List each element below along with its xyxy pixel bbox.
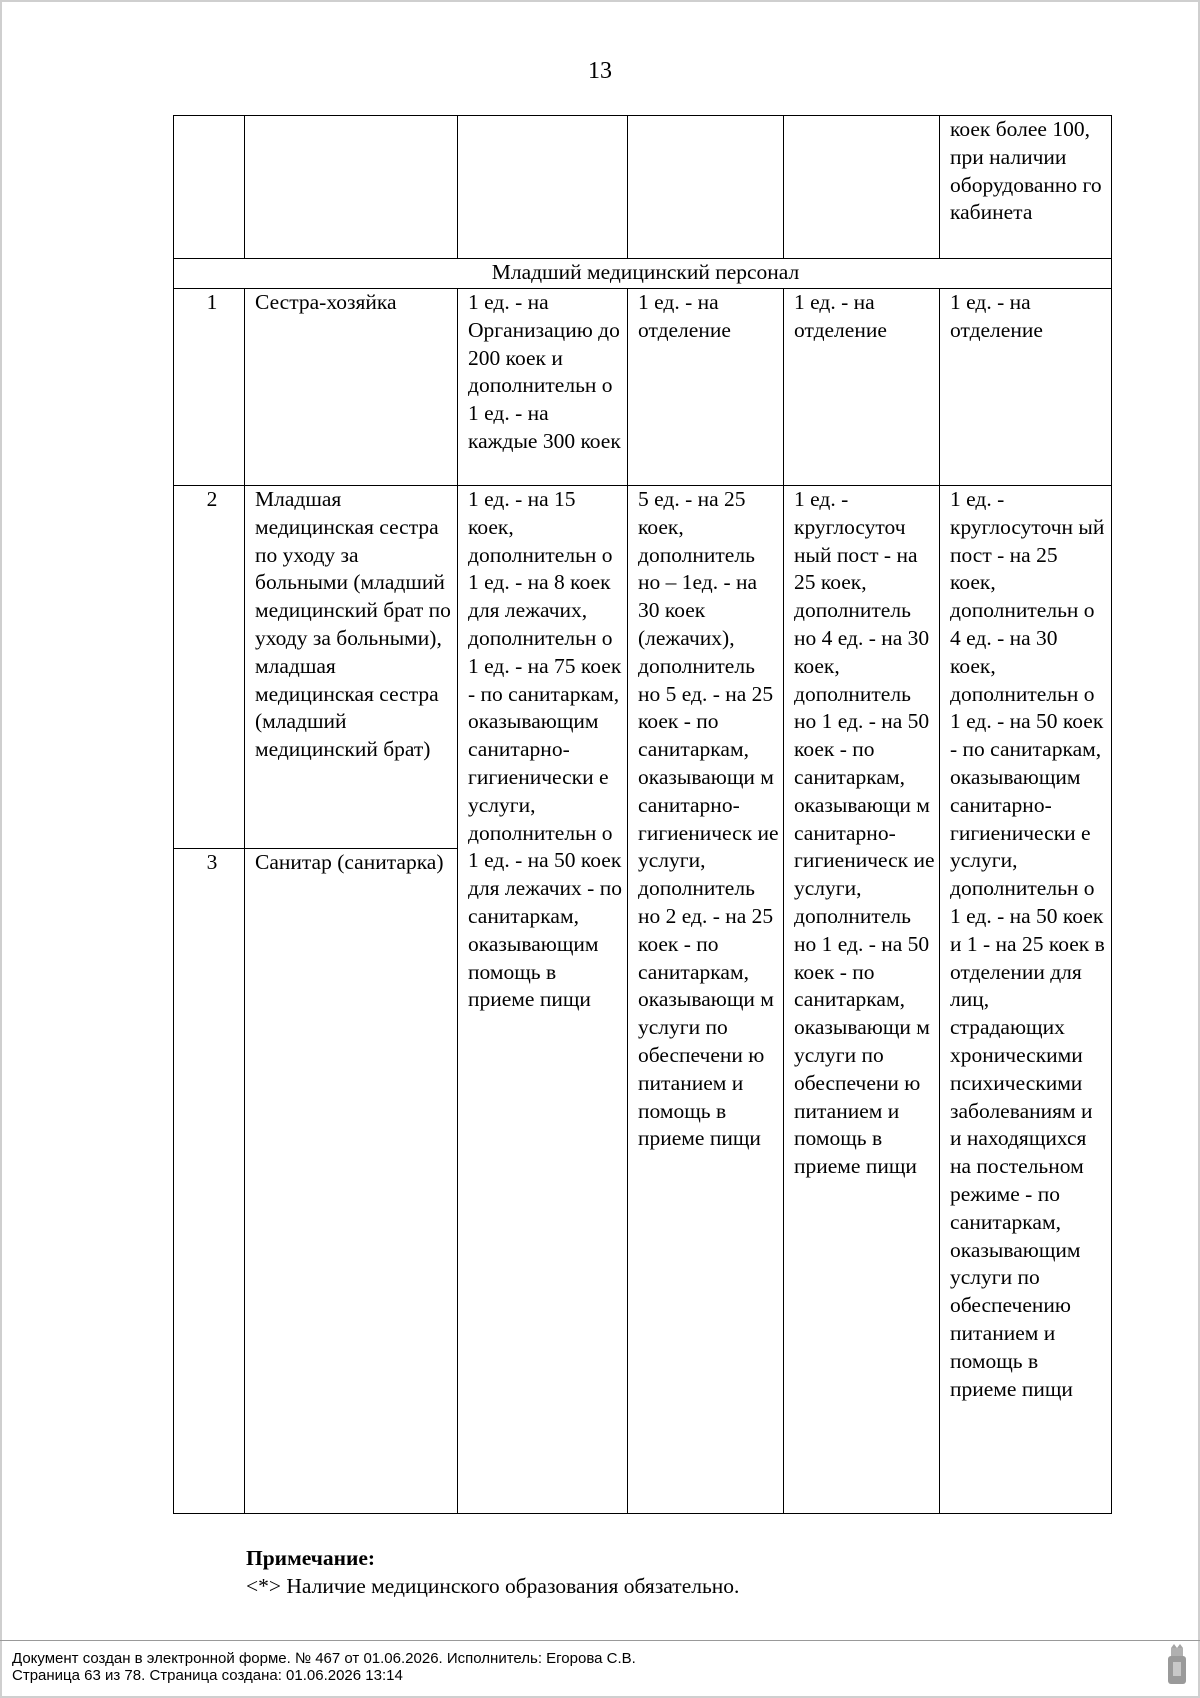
- emblem-icon: [1166, 1644, 1188, 1686]
- footer-divider: [0, 1640, 1200, 1641]
- footer-line-2: Страница 63 из 78. Страница создана: 01.06.2026 13:14: [12, 1667, 403, 1684]
- table-cell: [458, 116, 628, 259]
- row-number: 1: [174, 289, 245, 486]
- table-cell: [628, 116, 784, 259]
- position-name: Сестра-хозяйка: [245, 289, 458, 486]
- row-number: 3: [174, 849, 245, 1514]
- table-row: [174, 289, 1112, 486]
- table-cell: [174, 116, 245, 259]
- norm-cell: 1 ед. - круглосуточн ый пост - на 25 коек, дополнительн о 4 ед. - на 30 коек, дополнительн о 1 ед. - на 50 коек - по санитаркам, оказывающим санитарно-гигиенически е услуги, дополнительн о 1 ед. - на 50 коек и 1 - на 25 коек в отделении для лиц, страдающих хроническими психическими заболеваниям и и находящихся на постельном режиме - по санитаркам, оказывающим услуги по обеспечению питанием и помощь в приеме пищи: [940, 486, 1112, 1514]
- norm-cell: 1 ед. - на 15 коек, дополнительн о 1 ед. - на 8 коек для лежачих, дополнительн о 1 ед. - на 75 коек - по санитаркам, оказывающим санитарно-гигиенически е услуги, дополнительн о 1 ед. - на 50 коек для лежачих - по санитаркам, оказывающим помощь в приеме пищи: [458, 486, 628, 1514]
- table-cell: [784, 116, 940, 259]
- table-row: [174, 486, 1112, 849]
- row-number: 2: [174, 486, 245, 849]
- position-name: Санитар (санитарка): [245, 849, 458, 1514]
- table-row-section: [174, 259, 1112, 289]
- norm-cell: 1 ед. - на отделение: [628, 289, 784, 486]
- norm-cell: 1 ед. - на отделение: [784, 289, 940, 486]
- note: [246, 1544, 739, 1600]
- page-number: 13: [588, 58, 612, 84]
- table-row-continuation: [174, 116, 1112, 259]
- staffing-table: [173, 115, 1112, 1514]
- norm-cell: 1 ед. - на Организацию до 200 коек и дополнительн о 1 ед. - на каждые 300 коек: [458, 289, 628, 486]
- norm-cell: 1 ед. - на отделение: [940, 289, 1112, 486]
- position-name: Младшая медицинская сестра по уходу за больными (младший медицинский брат по уходу за больными), младшая медицинская сестра (младший медицинский брат): [245, 486, 458, 849]
- table-cell: [245, 116, 458, 259]
- table-cell: коек более 100, при наличии оборудованно го кабинета: [940, 116, 1112, 259]
- footer: [12, 1650, 636, 1684]
- norm-cell: 1 ед. - круглосуточ ный пост - на 25 коек, дополнитель но 4 ед. - на 30 коек, дополнитель но 1 ед. - на 50 коек - по санитаркам, оказывающи м санитарно-гигиеническ ие услуги, дополнитель но 1 ед. - на 50 коек - по санитаркам, оказывающи м услуги по обеспечени ю питанием и помощь в приеме пищи: [784, 486, 940, 1514]
- note-text: <*> Наличие медицинского образования обязательно.: [246, 1574, 740, 1598]
- section-title: Младший медицинский персонал: [174, 259, 1112, 289]
- note-title: Примечание:: [246, 1546, 376, 1570]
- footer-line-1: Документ создан в электронной форме. № 467 от 01.06.2026. Исполнитель: Егорова С.В.: [12, 1650, 636, 1667]
- norm-cell: 5 ед. - на 25 коек, дополнитель но – 1ед. - на 30 коек (лежачих), дополнитель но 5 ед. - на 25 коек - по санитаркам, оказывающи м санитарно-гигиеническ ие услуги, дополнитель но 2 ед. - на 25 коек - по санитаркам, оказывающи м услуги по обеспечени ю питанием и помощь в приеме пищи: [628, 486, 784, 1514]
